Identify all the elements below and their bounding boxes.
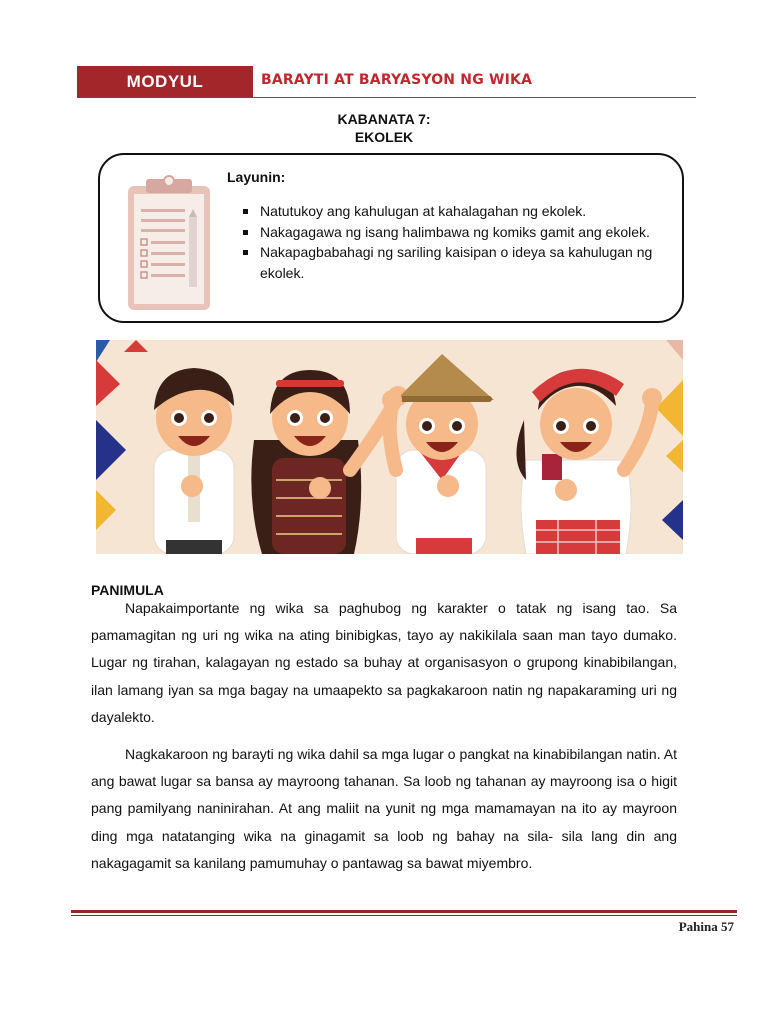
module-title: BARAYTI AT BARYASYON NG WIKA xyxy=(261,72,533,88)
intro-paragraph-1: Napakaimportante ng wika sa paghubog ng karakter o tatak ng isang tao. Sa pamamagitan ng uri ng wika na ating binibigkas, tayo ay nakikilala saan man tayo dumako. Lugar ng tirahan, kalagayan ng estado sa buhay at organisasyon o grupong kinabibilangan, ilan lamang iyan sa mga bagay na umaapekto sa pagkakaroon natin ng napakaraming uri ng dayalekto. xyxy=(91,600,677,725)
header-divider xyxy=(77,97,696,98)
page-number: Pahina 57 xyxy=(678,919,734,934)
clipboard-checklist-icon xyxy=(123,173,215,313)
footer-divider-thin xyxy=(71,915,737,916)
bullet-icon xyxy=(243,230,248,235)
child-1 xyxy=(154,368,234,554)
objective-item: Nakapagbabahagi ng sariling kaisipan o ideya sa kahulugan ng ekolek. xyxy=(243,242,683,283)
footer-divider xyxy=(71,910,737,913)
objectives-title: Layunin: xyxy=(227,169,286,185)
objectives-box xyxy=(98,153,684,323)
intro-paragraph-2: Nagkakaroon ng barayti ng wika dahil sa mga lugar o pangkat na kinabibilangan natin. At ang bawat lugar sa bansa ay mayroong tahanan. Sa loob ng tahanan ay mayroong isa o higit pang pamilyang naninirahan. At ang maliit na yunit ng mga mamamayan na ito ay mayroon ding mga natatanging wika na ginagamit sa loob ng bahay na sila- sila lang din ang nakagagamit sa kanilang pamumuhay o pantawag sa bawat miyembro. xyxy=(91,746,677,871)
objective-item: Nakagagawa ng isang halimbawa ng komiks gamit ang ekolek. xyxy=(243,222,683,243)
section-heading: PANIMULA xyxy=(91,582,164,598)
children-banner-illustration xyxy=(96,340,683,554)
chapter-number: KABANATA 7: xyxy=(337,111,431,127)
module-label: MODYUL xyxy=(77,66,253,97)
bullet-icon xyxy=(243,209,248,214)
bullet-icon xyxy=(243,250,248,255)
chapter-title: EKOLEK xyxy=(354,129,414,145)
module-header xyxy=(77,66,696,98)
objectives-list xyxy=(243,201,683,283)
objective-item: Natutukoy ang kahulugan at kahalagahan ng ekolek. xyxy=(243,201,683,222)
